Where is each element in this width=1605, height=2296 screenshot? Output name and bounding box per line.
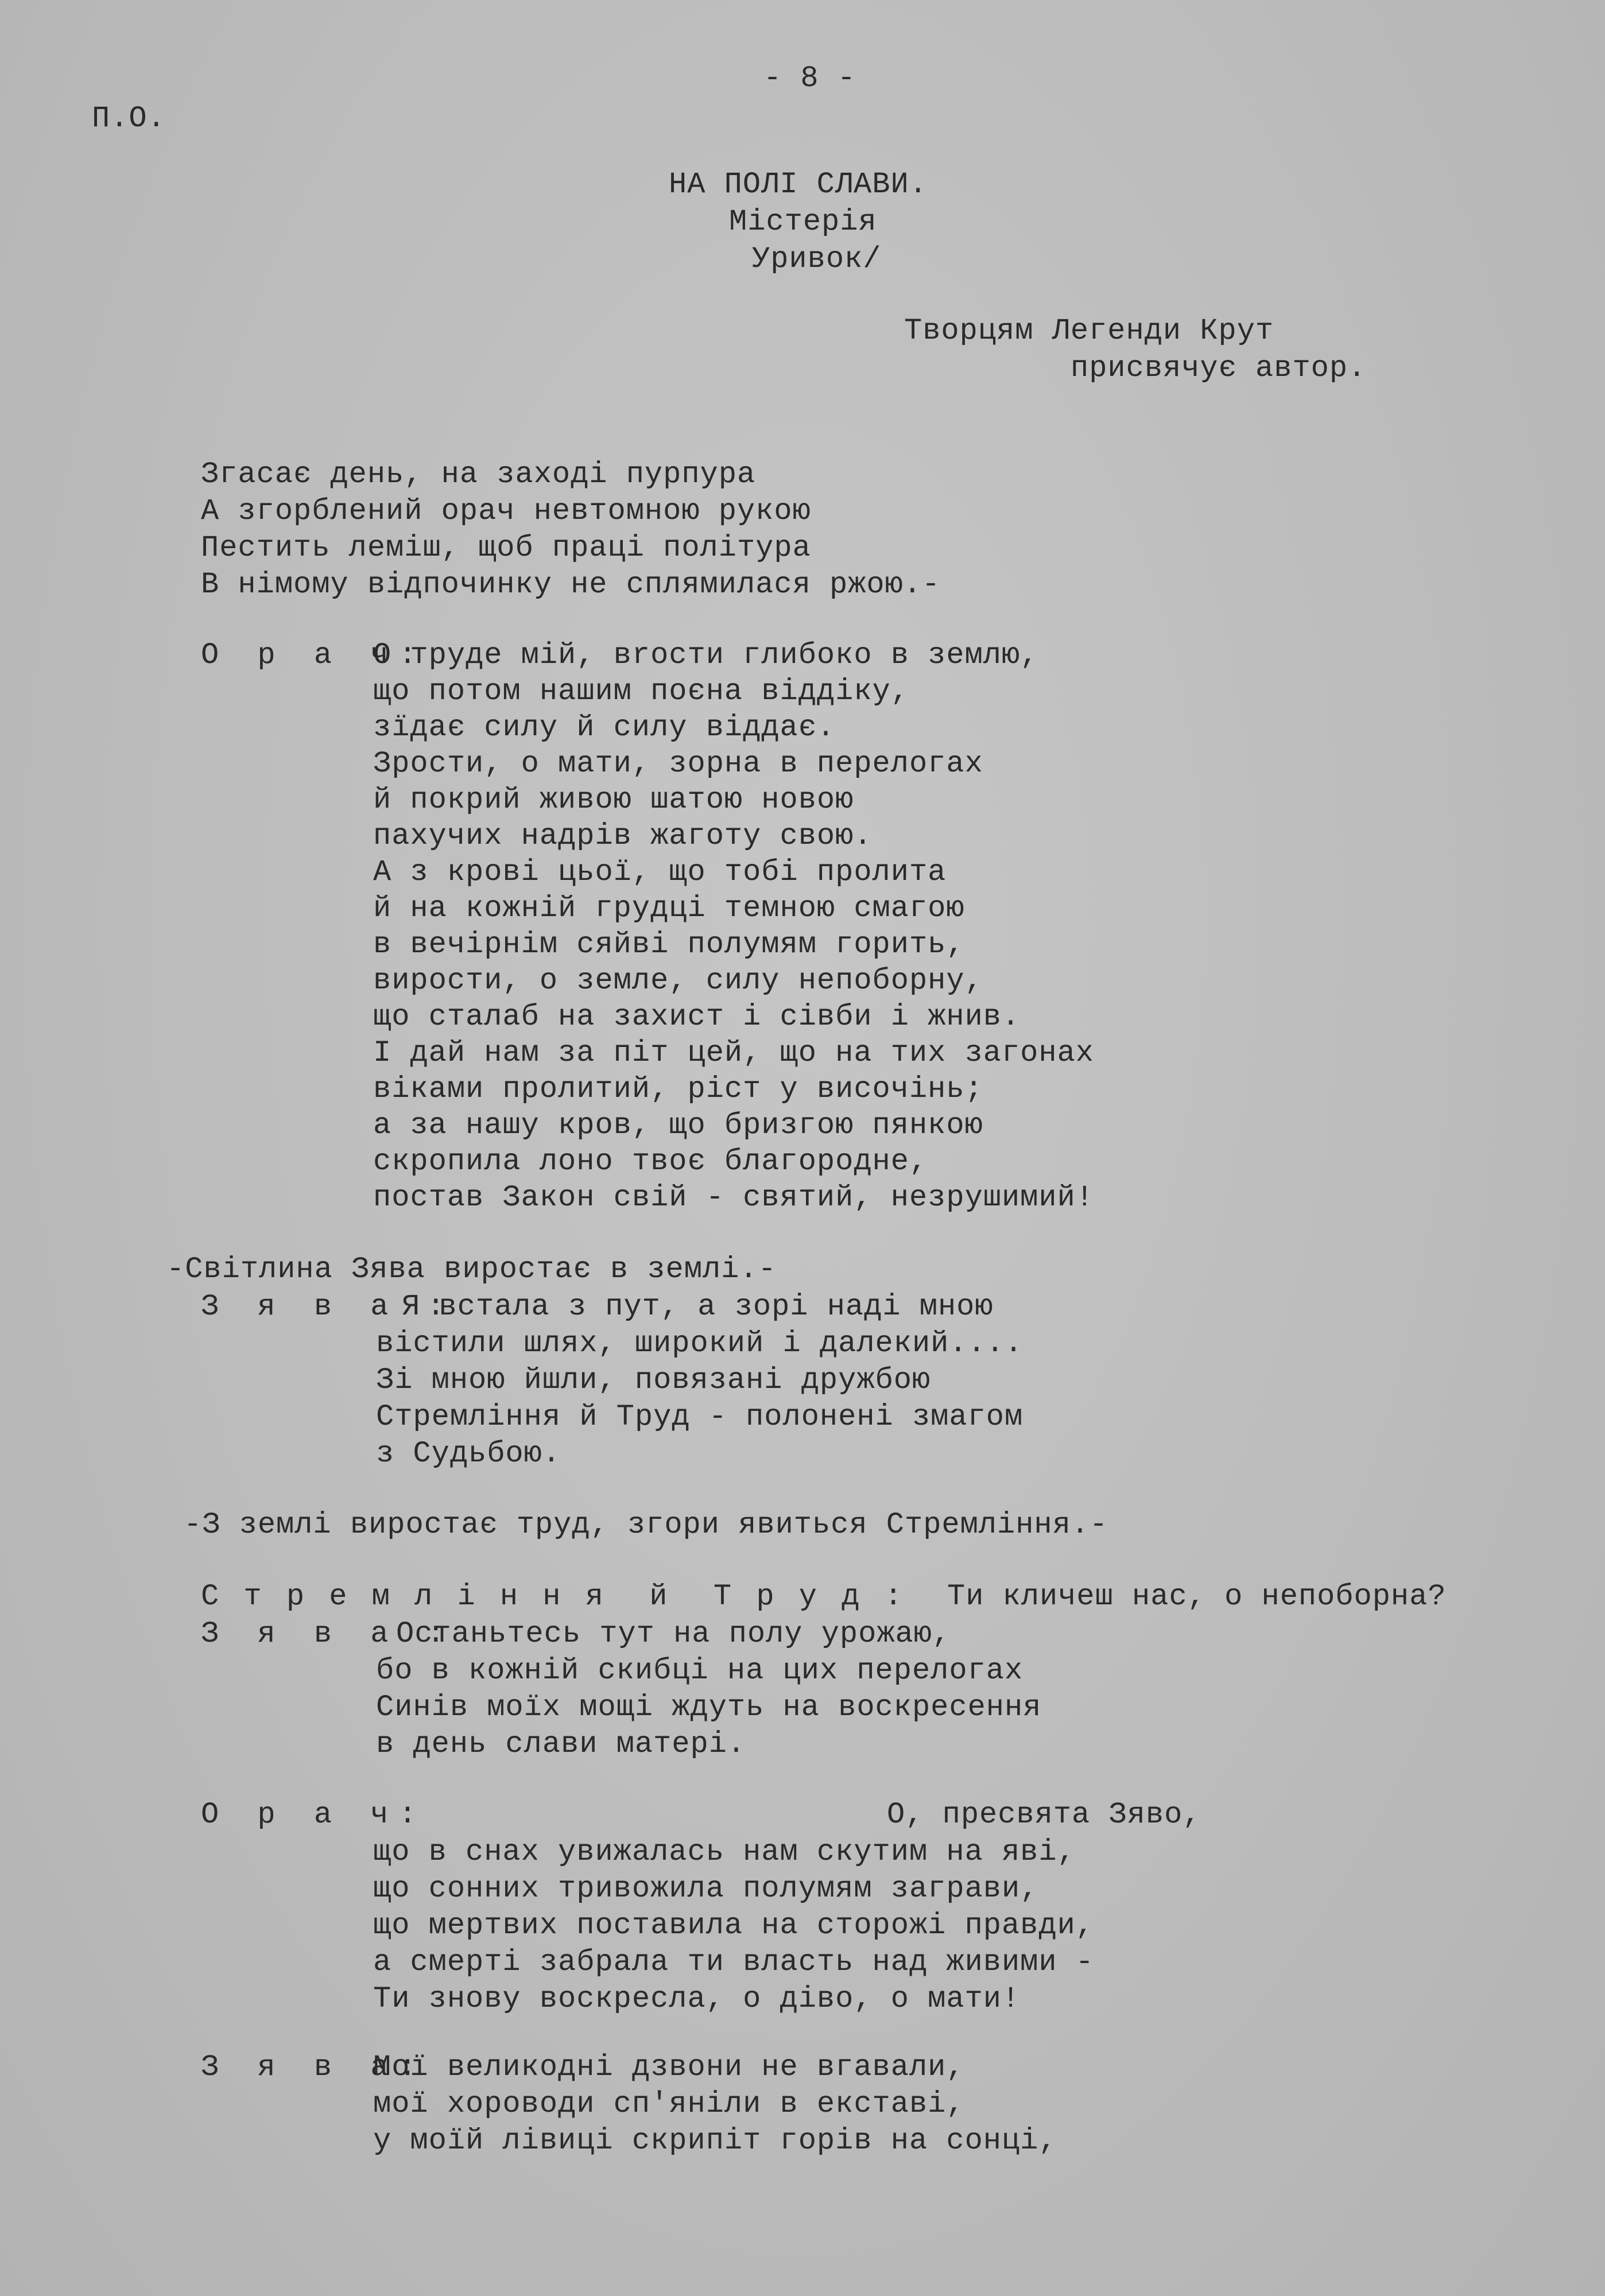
- page-number: - 8 -: [763, 61, 856, 95]
- speaker-stremlinnya-trud: С т р е м л і н н я й Т р у д :: [201, 1580, 906, 1614]
- verse-line: що в снах увижалась нам скутим на яві,: [373, 1835, 1076, 1869]
- verse-line: й покрий живою шатою новою: [373, 783, 854, 817]
- verse-line: віками пролитий, ріст у височінь;: [373, 1072, 983, 1106]
- verse-line: Стремління й Труд - полонені змагом: [376, 1400, 1024, 1434]
- verse-line: що мертвих поставила на сторожі правди,: [373, 1909, 1094, 1942]
- verse-line: у моїй лівиці скрипіт горів на сонці,: [373, 2124, 1057, 2158]
- verse-line: Ти знову воскресла, о діво, о мати!: [373, 1982, 1021, 2016]
- verse-line: Зрости, о мати, зорна в перелогах: [373, 747, 983, 781]
- speaker-zyava: З я в а:: [201, 2050, 427, 2084]
- speaker-orach: О р а ч:: [201, 638, 427, 672]
- verse-line: а за нашу кров, що бризгою пянкою: [373, 1108, 983, 1142]
- chorus-line: Ти кличеш нас, о непоборна?: [947, 1580, 1447, 1614]
- verse-line: І дай нам за піт цей, що на тих загонах: [373, 1036, 1094, 1070]
- verse-line: що сталаб на захист і сівби і жнив.: [373, 1000, 1021, 1034]
- verse-line: А згорблений орач невтомною рукою: [201, 494, 811, 528]
- verse-line: Згасає день, на заході пурпура: [201, 457, 756, 491]
- verse-line: й на кожній грудці темною смагою: [373, 891, 965, 925]
- verse-line: постав Закон свій - святий, незрушимий!: [373, 1181, 1094, 1215]
- verse-line: Пестить леміш, щоб праці політура: [201, 531, 811, 565]
- dedication-line-2: присвячує автор.: [1071, 351, 1367, 385]
- speaker-zyava: З я в а :: [201, 1290, 455, 1324]
- verse-line: Синів моїх мощі ждуть на воскресення: [376, 1690, 1042, 1724]
- verse-line: Останьтесь тут на полу урожаю,: [396, 1617, 951, 1651]
- verse-line: мої хороводи сп'яніли в екставі,: [373, 2087, 965, 2121]
- verse-line: Мої великодні дзвони не вгавали,: [373, 2050, 965, 2084]
- verse-line: О труде мій, вrости глибоко в землю,: [373, 638, 1039, 672]
- verse-line: А з крові цьої, що тобі пролита: [373, 855, 947, 889]
- stage-direction: -З землі виростає труд, згори явиться Стремління.-: [184, 1508, 1108, 1542]
- verse-line: вістили шлях, широкий і далекий....: [376, 1327, 1024, 1360]
- note: Уривок/: [752, 242, 882, 276]
- verse-line: а смерті забрала ти власть над живими -: [373, 1945, 1094, 1979]
- speaker-orach: О р а ч:: [201, 1798, 427, 1832]
- verse-line: що потом нашим поєна віддіку,: [373, 674, 909, 708]
- dedication-line-1: Творцям Легенди Крут: [904, 314, 1274, 348]
- verse-line: Зі мною йшли, повязані дружбою: [376, 1363, 931, 1397]
- stage-direction: -Світлина Зява виростає в землі.-: [166, 1252, 777, 1286]
- speaker-zyava: З я в а :: [201, 1617, 455, 1651]
- verse-line: вирости, о земле, силу непоборну,: [373, 964, 983, 998]
- verse-line: з Судьбою.: [376, 1437, 561, 1471]
- verse-line: в день слави матері.: [376, 1727, 746, 1761]
- verse-line: О, пресвята Зяво,: [887, 1798, 1201, 1832]
- verse-line: Я встала з пут, а зорі наді мною: [402, 1290, 994, 1324]
- title: НА ПОЛІ СЛАВИ.: [669, 168, 928, 201]
- verse-line: бо в кожній скибці на цих перелогах: [376, 1654, 1024, 1688]
- verse-line: що сонних тривожила полумям заграви,: [373, 1872, 1039, 1906]
- verse-line: пахучих надрів жаготу свою.: [373, 819, 873, 853]
- initials: П.О.: [92, 102, 166, 135]
- verse-line: зїдає силу й силу віддає.: [373, 711, 836, 744]
- verse-line: скропила лоно твоє благородне,: [373, 1145, 928, 1178]
- verse-line: В німому відпочинку не сплямилася ржою.-: [201, 568, 941, 602]
- verse-line: в вечірнім сяйві полумям горить,: [373, 928, 965, 961]
- subtitle: Містерія: [729, 205, 877, 239]
